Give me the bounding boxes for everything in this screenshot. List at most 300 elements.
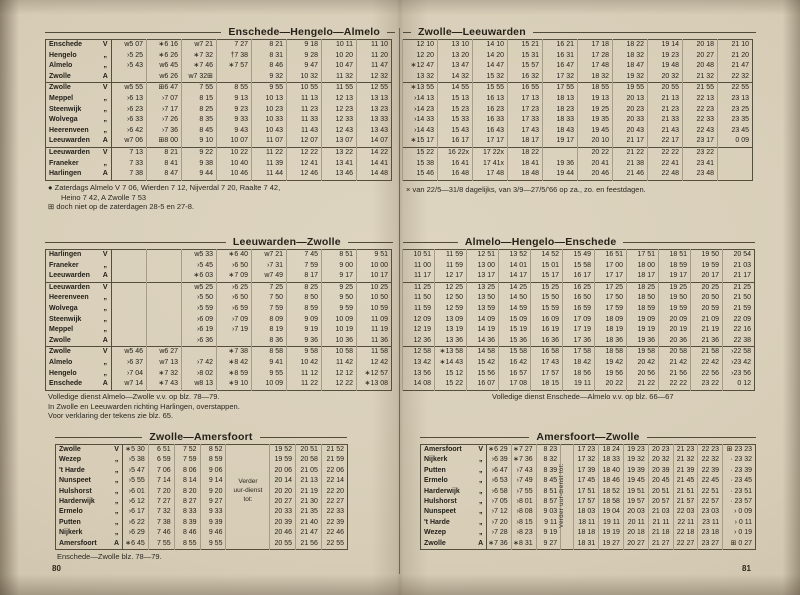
- time-cell: 21 25: [723, 282, 755, 293]
- time-cell: [112, 72, 147, 83]
- timetable-row: [421, 445, 756, 456]
- time-cell: 19 58: [627, 347, 659, 358]
- time-cell: ›7 17: [147, 105, 182, 116]
- time-cell: ›23 56: [723, 369, 755, 380]
- time-cell: 22 09: [723, 315, 755, 326]
- time-cell: 18 11: [574, 518, 599, 528]
- time-cell: 18 23: [543, 105, 578, 116]
- time-cell: 14 09: [467, 315, 499, 326]
- time-cell: 16 19: [531, 325, 563, 336]
- time-cell: ⊞8 00: [147, 136, 182, 147]
- timetable-row: [56, 518, 348, 528]
- station-name: Wezep: [424, 529, 447, 537]
- time-cell: ∗7 38: [217, 347, 252, 358]
- time-cell: 17 08: [499, 379, 531, 390]
- stop-type-mark: V: [100, 250, 112, 261]
- time-cell: 17 45: [574, 476, 599, 486]
- time-cell: 7 14: [148, 476, 174, 486]
- time-cell: 11 58: [357, 347, 392, 358]
- time-cell: ›6 12: [122, 497, 148, 507]
- time-cell: 22 17: [648, 136, 683, 147]
- time-cell: 11 44: [252, 169, 287, 180]
- time-cell: 20 22: [578, 147, 613, 158]
- station-name: Nunspeet: [424, 508, 456, 516]
- time-cell: 21 18: [648, 528, 673, 538]
- stop-type-mark: „: [100, 261, 112, 272]
- time-cell: [112, 293, 147, 304]
- time-cell: ›14 33: [403, 115, 438, 126]
- section-title-text: Zwolle—Leeuwarden: [418, 26, 526, 38]
- time-cell: [112, 282, 147, 293]
- stop-type-mark: „: [111, 528, 122, 538]
- time-cell: ∗7 32: [147, 369, 182, 380]
- stop-type-mark: „: [100, 159, 112, 170]
- time-cell: 7 13: [112, 147, 147, 158]
- time-cell: 20 59: [691, 304, 723, 315]
- time-cell: ∗13 08: [357, 379, 392, 390]
- time-cell: 14 41: [357, 159, 392, 170]
- timetable-row: [46, 336, 392, 347]
- time-cell: ›7 49: [511, 476, 536, 486]
- time-cell: ›5 25: [112, 51, 147, 62]
- time-cell: [147, 304, 182, 315]
- time-cell: 21 40: [296, 518, 322, 528]
- time-cell: w8 13: [182, 379, 217, 390]
- time-cell: › 0 09: [723, 507, 756, 517]
- stop-type-mark: „: [476, 528, 487, 538]
- timetable-row: [46, 261, 392, 272]
- station-name: Leeuwarden: [46, 147, 100, 158]
- time-cell: 10 32: [287, 72, 322, 83]
- time-cell: 15 43: [438, 126, 473, 137]
- time-cell: 7 27: [148, 497, 174, 507]
- time-cell: 13 52: [499, 250, 531, 261]
- time-cell: 17 48: [473, 169, 508, 180]
- time-cell: ∗6 45: [122, 539, 148, 550]
- time-cell: 18 32: [613, 51, 648, 62]
- time-cell: 18 22: [613, 40, 648, 51]
- time-cell: 14 48: [357, 169, 392, 180]
- stop-type-mark: „: [100, 115, 112, 126]
- time-cell: 8 45: [182, 126, 217, 137]
- time-cell: ∗7 46: [182, 61, 217, 72]
- time-cell: 22 23: [698, 445, 723, 456]
- time-cell: 8 06: [174, 466, 200, 476]
- time-cell: ›6 22: [122, 518, 148, 528]
- time-cell: 9 55: [252, 369, 287, 380]
- time-cell: 10 13: [252, 94, 287, 105]
- time-cell: 17 00: [595, 261, 627, 272]
- time-cell: w7 21: [252, 250, 287, 261]
- time-cell: 16 22x: [438, 147, 473, 158]
- time-cell: 7 52: [174, 445, 200, 456]
- time-cell: 19 36: [543, 159, 578, 170]
- time-cell: ∗6 03: [182, 271, 217, 282]
- stop-type-mark: V: [100, 282, 112, 293]
- time-cell: 17 55: [543, 83, 578, 94]
- timetable-row: [46, 61, 392, 72]
- stop-type-mark: „: [100, 293, 112, 304]
- time-cell: 22 41: [648, 159, 683, 170]
- time-cell: [147, 325, 182, 336]
- time-cell: 19 59: [691, 261, 723, 272]
- rule-line: [45, 242, 226, 243]
- time-cell: 19 48: [648, 61, 683, 72]
- time-cell: 14 58: [467, 347, 499, 358]
- time-cell: 14 50: [499, 293, 531, 304]
- time-cell: 20 46: [578, 169, 613, 180]
- station-name: Harlingen: [49, 251, 82, 258]
- time-cell: 17 19: [563, 325, 595, 336]
- rule-line: [623, 242, 755, 243]
- station-name: Harlingen: [49, 170, 82, 178]
- time-cell: 8 51: [322, 250, 357, 261]
- time-cell: 14 20: [473, 51, 508, 62]
- timetable-row: [46, 115, 392, 126]
- time-cell: 17 48: [578, 61, 613, 72]
- time-cell: 22 48: [648, 169, 683, 180]
- timetable-row: [421, 455, 756, 465]
- time-cell: 18 40: [599, 466, 624, 476]
- timetable-row: [46, 304, 392, 315]
- time-cell: [217, 72, 252, 83]
- stop-type-mark: „: [100, 325, 112, 336]
- time-cell: 22 39: [698, 466, 723, 476]
- time-cell: 11 39: [252, 159, 287, 170]
- station-name: Almelo: [49, 62, 73, 70]
- time-cell: 9 36: [287, 336, 322, 347]
- timetable-row: [403, 61, 753, 72]
- time-cell: 10 20: [322, 51, 357, 62]
- time-cell: 8 17: [287, 271, 322, 282]
- time-cell: [147, 261, 182, 272]
- time-cell: 19 14: [648, 40, 683, 51]
- time-cell: 19 04: [599, 507, 624, 517]
- time-cell: 9 18: [287, 40, 322, 51]
- time-cell: › 0 11: [723, 518, 756, 528]
- time-cell: 11 19: [357, 325, 392, 336]
- timetable-row: [403, 261, 755, 272]
- station-name: Wolvega: [49, 304, 78, 312]
- time-cell: 18 31: [574, 539, 599, 550]
- time-cell: 18 33: [599, 455, 624, 465]
- time-cell: 20 55: [270, 539, 296, 550]
- station-name: Harderwijk: [59, 498, 95, 506]
- time-cell: 21 55: [683, 83, 718, 94]
- time-cell: 9 41: [252, 358, 287, 369]
- time-cell: 18 32: [578, 72, 613, 83]
- time-cell: ∗7 36: [486, 539, 511, 550]
- timetable-row: [403, 369, 755, 380]
- time-cell: 21 50: [723, 293, 755, 304]
- time-cell: 17 41x: [473, 159, 508, 170]
- station-name: Hengelo: [49, 51, 77, 59]
- timetable-row: [403, 379, 755, 390]
- time-cell: 10 07: [217, 136, 252, 147]
- time-cell: ›5 45: [182, 261, 217, 272]
- stop-type-mark: „: [100, 94, 112, 105]
- time-cell: 19 35: [578, 115, 613, 126]
- time-cell: 17 50: [595, 293, 627, 304]
- timetable-row: [46, 358, 392, 369]
- time-cell: 21 59: [321, 455, 347, 465]
- time-cell: 23 03: [698, 507, 723, 517]
- time-cell: 7 59: [252, 304, 287, 315]
- time-cell: w6 27: [147, 347, 182, 358]
- time-cell: 16 21: [543, 40, 578, 51]
- section-title-text: Enschede—Hengelo—Almelo: [228, 26, 380, 38]
- timetable-row: [403, 347, 755, 358]
- section-title-amersfoort-zwolle: [420, 431, 756, 443]
- station-name: Wezep: [59, 456, 82, 464]
- time-cell: 20 32: [648, 72, 683, 83]
- time-cell: w7 32⊞: [182, 72, 217, 83]
- time-cell: ∗15 17: [403, 136, 438, 147]
- time-cell: 19 23: [623, 445, 648, 456]
- time-cell: 0 12: [723, 379, 755, 390]
- time-cell: 10 36: [322, 336, 357, 347]
- time-cell: 12 20: [403, 51, 438, 62]
- time-cell: 7 55: [182, 83, 217, 94]
- time-cell: ∗8 42: [217, 358, 252, 369]
- rule-line: [403, 32, 411, 33]
- time-cell: ∗6 29: [486, 445, 511, 456]
- time-cell: ›7 07: [147, 94, 182, 105]
- time-cell: ›8 23: [511, 528, 536, 538]
- time-cell: 8 55: [217, 83, 252, 94]
- time-cell: 10 09: [252, 379, 287, 390]
- time-cell: 23 22: [691, 379, 723, 390]
- time-cell: 10 59: [357, 304, 392, 315]
- timetable-row: [421, 497, 756, 507]
- time-cell: 21 13: [296, 476, 322, 486]
- timetable-amersfoort-zwolle: [420, 444, 756, 550]
- time-cell: 21 42: [659, 358, 691, 369]
- stop-type-mark: „: [476, 487, 487, 497]
- footnote-bottom-left: [57, 552, 347, 562]
- time-cell: 8 46: [252, 61, 287, 72]
- time-cell: 12 12: [322, 369, 357, 380]
- time-cell: 10 50: [357, 293, 392, 304]
- time-cell: 15 22: [403, 147, 438, 158]
- time-cell: 8 31: [252, 51, 287, 62]
- time-cell: 18 33: [543, 115, 578, 126]
- time-cell: [112, 250, 147, 261]
- time-cell: 17 57: [531, 369, 563, 380]
- time-cell: 19 09: [627, 315, 659, 326]
- timetable-row: [403, 169, 753, 180]
- time-cell: 19 25: [659, 282, 691, 293]
- time-cell: [147, 336, 182, 347]
- time-cell: 16 50: [563, 293, 595, 304]
- time-cell: 20 57: [648, 497, 673, 507]
- time-cell: 23 11: [698, 518, 723, 528]
- time-cell: 9 46: [200, 528, 226, 538]
- time-cell: [718, 147, 753, 158]
- time-cell: ∗9 10: [217, 379, 252, 390]
- time-cell: ∗5 30: [122, 445, 148, 456]
- footnote-middle-left: [48, 392, 393, 421]
- time-cell: 22 55: [321, 539, 347, 550]
- time-cell: 15 58: [499, 347, 531, 358]
- time-cell: 15 12: [435, 369, 467, 380]
- time-cell: 18 52: [599, 487, 624, 497]
- time-cell: ›6 39: [486, 455, 511, 465]
- time-cell: 8 57: [536, 497, 561, 507]
- timetable-row: [421, 507, 756, 517]
- timetable-row: [46, 136, 392, 147]
- time-cell: ›6 29: [122, 528, 148, 538]
- timetable-row: [46, 40, 392, 51]
- station-name: Steenwijk: [49, 105, 82, 113]
- time-cell: 20 48: [683, 61, 718, 72]
- timetable-row: [421, 528, 756, 538]
- rule-line: [45, 32, 221, 33]
- time-cell: [718, 159, 753, 170]
- stop-type-mark: „: [111, 507, 122, 517]
- time-cell: 13 23: [357, 105, 392, 116]
- stop-type-mark: A: [100, 271, 112, 282]
- timetable-row: [421, 539, 756, 550]
- time-cell: 21 43: [648, 126, 683, 137]
- time-cell: 16 31: [543, 51, 578, 62]
- time-cell: 8 20: [174, 487, 200, 497]
- time-cell: ∗8 31: [511, 539, 536, 550]
- timetable-row: [46, 293, 392, 304]
- time-cell: 16 25: [563, 282, 595, 293]
- time-cell: ⊞ 0 27: [723, 539, 756, 550]
- time-cell: 11 12: [287, 369, 322, 380]
- time-cell: ›6 33: [112, 115, 147, 126]
- time-cell: 18 03: [574, 507, 599, 517]
- rule-line: [420, 437, 529, 438]
- time-cell: 20 33: [613, 115, 648, 126]
- time-cell: 8 46: [174, 528, 200, 538]
- timetable-row: [56, 476, 348, 486]
- time-cell: w6 26: [147, 72, 182, 83]
- time-cell: 9 03: [536, 507, 561, 517]
- note-line: Verder: [238, 478, 258, 485]
- time-cell: 9 27: [536, 539, 561, 550]
- stop-type-mark: „: [100, 61, 112, 72]
- time-cell: 13 17: [467, 271, 499, 282]
- time-cell: [112, 325, 147, 336]
- time-cell: 18 36: [595, 336, 627, 347]
- station-name: Steenwijk: [49, 315, 82, 323]
- time-cell: ›5 59: [182, 304, 217, 315]
- timetable-row: [403, 51, 753, 62]
- time-cell: 8 14: [174, 476, 200, 486]
- time-cell: 16 59: [563, 304, 595, 315]
- time-cell: 12 36: [403, 336, 435, 347]
- time-cell: 20 27: [683, 51, 718, 62]
- timetable-row: [46, 271, 392, 282]
- time-cell: 15 58: [563, 261, 595, 272]
- time-cell: 10 55: [287, 83, 322, 94]
- time-cell: 17 22x: [473, 147, 508, 158]
- stop-type-mark: „: [111, 476, 122, 486]
- time-cell: 17 23: [508, 105, 543, 116]
- service-gap-cell: [226, 455, 270, 465]
- time-cell: 9 38: [182, 159, 217, 170]
- stop-type-mark: „: [476, 518, 487, 528]
- time-cell: 22 14: [321, 476, 347, 486]
- time-cell: 7 50: [252, 293, 287, 304]
- time-cell: 12 10: [403, 40, 438, 51]
- time-cell: 21 52: [321, 445, 347, 456]
- time-cell: 11 32: [322, 72, 357, 83]
- time-cell: 20 58: [296, 455, 322, 465]
- time-cell: 18 50: [627, 293, 659, 304]
- time-cell: 20 18: [683, 40, 718, 51]
- time-cell: 9 09: [287, 315, 322, 326]
- time-cell: 16 41: [438, 159, 473, 170]
- time-cell: 8 25: [287, 282, 322, 293]
- time-cell: [112, 271, 147, 282]
- time-cell: ∗14 43: [435, 358, 467, 369]
- time-cell: ›6 42: [112, 126, 147, 137]
- timetable-row: [46, 147, 392, 158]
- time-cell: ›6 50: [217, 293, 252, 304]
- time-cell: 9 32: [252, 72, 287, 83]
- time-cell: w7 13: [147, 358, 182, 369]
- time-cell: 23 48: [683, 169, 718, 180]
- time-cell: ›8 15: [511, 518, 536, 528]
- stop-type-mark: A: [476, 539, 487, 550]
- time-cell: [112, 261, 147, 272]
- time-cell: 20 50: [691, 293, 723, 304]
- footnote-saturdays: [48, 183, 393, 212]
- time-cell: 16 17: [563, 271, 595, 282]
- time-cell: ›7 12: [486, 507, 511, 517]
- section-title-zwolle-leeuwarden: [403, 26, 756, 38]
- time-cell: 7 59: [174, 455, 200, 465]
- footnote-middle-right: [492, 392, 756, 402]
- timetable-row: [403, 40, 753, 51]
- footnote-line: Enschede—Zwolle blz. 78—79.: [57, 552, 162, 561]
- timetable-row: [403, 72, 753, 83]
- time-cell: 11 59: [435, 261, 467, 272]
- rule-line: [647, 437, 756, 438]
- footnote-seasonal: [406, 185, 756, 195]
- stop-type-mark: „: [111, 455, 122, 465]
- time-cell: 11 09: [357, 315, 392, 326]
- timetable-row: [403, 83, 753, 94]
- timetable-leeuwarden-zwolle-grid: [45, 249, 392, 391]
- time-cell: 10 23: [252, 105, 287, 116]
- time-cell: ∗7 43: [147, 379, 182, 390]
- time-cell: 11 00: [403, 261, 435, 272]
- time-cell: 15 22: [435, 379, 467, 390]
- time-cell: 14 59: [499, 304, 531, 315]
- stop-type-mark: „: [111, 518, 122, 528]
- time-cell: 21 56: [659, 369, 691, 380]
- time-cell: 9 47: [287, 61, 322, 72]
- timetable-leeuwarden-zwolle: [45, 249, 393, 391]
- stop-type-mark: „: [476, 497, 487, 507]
- time-cell: 20 03: [623, 507, 648, 517]
- footnote-line: ● Zaterdags Almelo V 7 06, Wierden 7 12, Nijverdal 7 20, Raalte 7 42,: [48, 183, 281, 192]
- time-cell: 18 42: [563, 358, 595, 369]
- time-cell: 18 17: [627, 271, 659, 282]
- time-cell: 14 17: [499, 271, 531, 282]
- service-gap-cell: [226, 445, 270, 456]
- time-cell: 10 25: [357, 282, 392, 293]
- time-cell: 23 25: [718, 105, 753, 116]
- page-number-right: 81: [742, 564, 751, 573]
- footnote-line: × van 22/5—31/8 dagelijks, van 3/9—27/5/'66 op za., zo. en feestdagen.: [406, 185, 646, 194]
- time-cell: 16 32: [508, 72, 543, 83]
